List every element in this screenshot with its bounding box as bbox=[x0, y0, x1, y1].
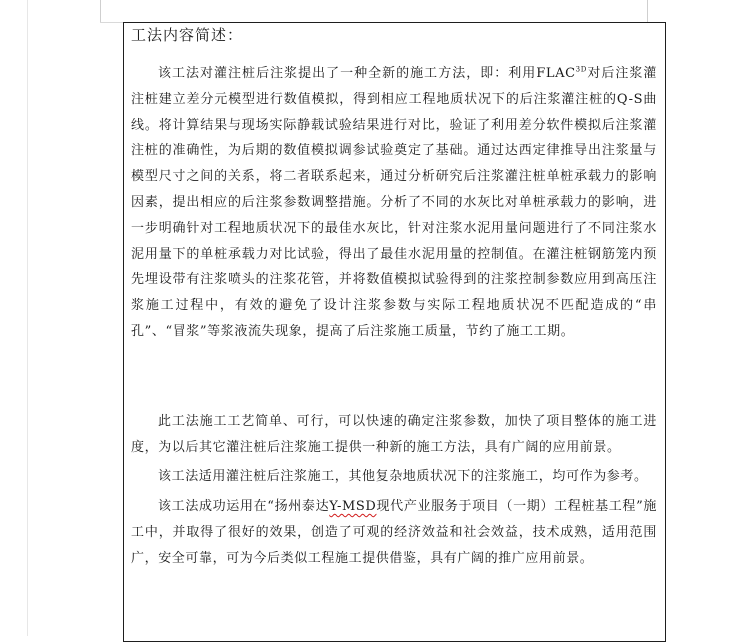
page-margin-line bbox=[27, 0, 28, 636]
margin-corner-right bbox=[647, 0, 648, 23]
superscript-3d: 3D bbox=[575, 65, 587, 74]
paragraph-application bbox=[131, 494, 657, 571]
spellcheck-marked-word[interactable]: Y-MSD bbox=[329, 499, 377, 514]
paragraph-scope: 该工法适用灌注桩后注浆施工，其他复杂地质状况下的注浆施工，均可作为参考。 bbox=[158, 469, 648, 484]
paragraph-text: 该工法对灌注桩后注浆提出了一种全新的施工方法，即：利用FLAC bbox=[158, 66, 576, 81]
section-title: 工法内容简述： bbox=[131, 26, 244, 44]
paragraph-text: 该工法成功运用在“扬州泰达 bbox=[158, 499, 330, 514]
paragraph-text: 现代产业服务于项目（一期）工程桩基工程”施工中，并取得了很好的效果，创造了可观的经济效益和社会效益，技术成熟，适用范围广，安全可靠，可为今后类似工程施工提供借鉴，具有广阔的推广应用前景。 bbox=[131, 499, 658, 566]
paragraph-method-summary bbox=[131, 61, 657, 345]
paragraph-advantages: 此工法施工工艺简单、可行，可以快速的确定注浆参数，加快了项目整体的施工进度，为以后其它灌注桩后注浆施工提供一种新的施工方法，具有广阔的应用前景。 bbox=[131, 414, 657, 455]
margin-corner-left bbox=[100, 0, 101, 23]
paragraph-text: 对后注浆灌注桩建立差分元模型进行数值模拟，得到相应工程地质状况下的后注浆灌注桩的Q-S曲线。将计算结果与现场实际静载试验结果进行对比，验证了利用差分软件模拟后注浆灌注桩的准确性，为后期的数值模拟调参试验奠定了基础。通过达西定律推导出注浆量与模型尺寸之间的关系，将二者联系起来，通过分析研究后注浆灌注桩单桩承载力的影响因素，提出相应的后注浆参数调整措施。分析了不同的水灰比对单桩承载力的影响，进一步明确针对工程地质状况下的最佳水灰比，针对注浆水泥用量问题进行了不同注浆水泥用量下的单桩承载力对比试验，得出了最佳水泥用量的控制值。在灌注桩钢筋笼内预先埋设带有注浆喷头的注浆花管，并将数值模拟试验得到的注浆控制参数应用到高压注浆施工过程中，有效的避免了设计注浆参数与实际工程地质状况不匹配造成的“串孔”、“冒浆”等浆液流失现象，提高了后注浆施工质量，节约了施工工期。 bbox=[131, 66, 657, 339]
